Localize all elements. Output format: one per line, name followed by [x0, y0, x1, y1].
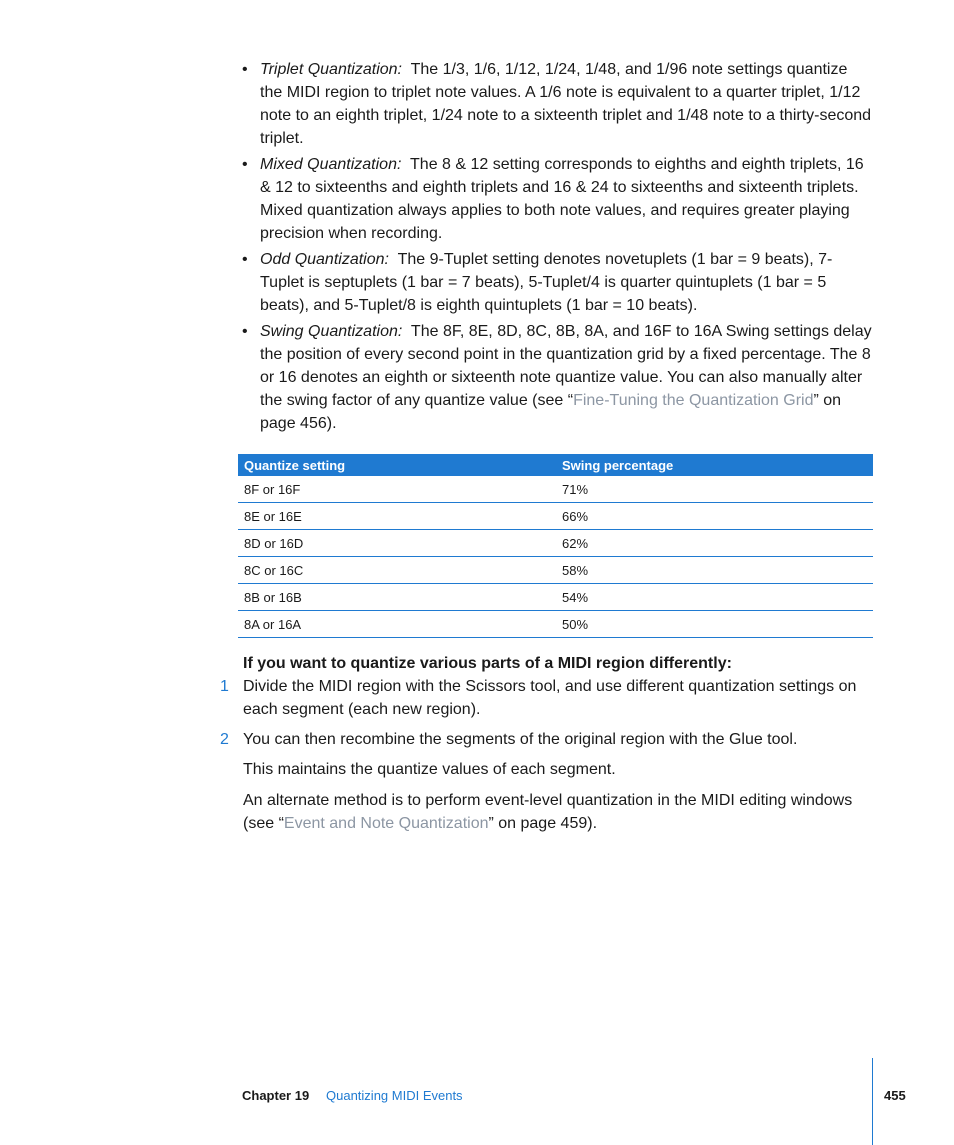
table-row: [238, 584, 873, 611]
alt-text: An alternate method is to perform event-level quantization in the MIDI editing windows (see “: [243, 792, 853, 832]
step-text: You can then recombine the segments of the original region with the Glue tool.: [243, 731, 798, 748]
bullet-text: The 9-Tuplet setting denotes novetuplets (1 bar = 9 beats), 7-Tuplet is septuplets (1 bar = 7 beats), 5-Tuplet/4 is quarter quintuplets (1 bar = 5 beats), and 5-Tuplet/8 is eighth quintuplets (1 bar = 10 beats).: [260, 251, 833, 314]
bullet-dot: •: [242, 61, 248, 78]
bullet-triplet: [242, 58, 872, 150]
table-cell: 62%: [556, 530, 873, 557]
footer-chapter-title[interactable]: Quantizing MIDI Events: [326, 1088, 463, 1103]
bullet-dot: •: [242, 156, 248, 173]
bullet-text: The 8 & 12 setting corresponds to eighths and eighth triplets, 16 & 12 to sixteenths and eighth triplets and 16 & 24 to sixteenths and sixteenth triplets. Mixed quantization always applies to both note values, and requires greater playing precision when recording.: [260, 156, 864, 242]
fine-tuning-link[interactable]: Fine-Tuning the Quantization Grid: [573, 392, 814, 409]
header-quantize-setting: Quantize setting: [238, 454, 556, 476]
bullet-text: The 1/3, 1/6, 1/12, 1/24, 1/48, and 1/96 note settings quantize the MIDI region to triplet note values. A 1/6 note is equivalent to a quarter triplet, 1/12 note to an eighth triplet, 1/24 note to a sixteenth triplet and 1/48 note to a thirty-second triplet.: [260, 61, 872, 147]
table-cell: 8E or 16E: [238, 503, 556, 530]
bullet-swing: [242, 320, 872, 435]
table-cell: 8C or 16C: [238, 557, 556, 584]
step-2: [220, 728, 872, 751]
bullet-text-after: ” on page 456).: [260, 392, 842, 432]
bullet-term: Swing Quantization:: [260, 323, 403, 340]
bullet-term: Odd Quantization:: [260, 251, 389, 268]
bullet-dot: •: [242, 251, 248, 268]
bullet-mixed: [242, 153, 872, 245]
event-note-quantization-link[interactable]: Event and Note Quantization: [283, 815, 489, 832]
step-1: [220, 675, 872, 721]
footer-divider: [872, 1058, 873, 1145]
bullet-text: The 8F, 8E, 8D, 8C, 8B, 8A, and 16F to 16A Swing settings delay the position of every second point in the quantization grid by a fixed percentage. The 8 or 16 denotes an eighth or sixteenth note quantize value. You can also manually alter the swing factor of any quantize value (see “: [260, 323, 872, 409]
table-cell: 66%: [556, 503, 873, 530]
header-swing-percentage: Swing percentage: [556, 454, 873, 476]
step-number: 1: [220, 678, 229, 695]
page-number: 455: [884, 1088, 906, 1103]
swing-table: [238, 454, 873, 638]
step-note: This maintains the quantize values of each segment.: [243, 761, 616, 778]
table-row: [238, 503, 873, 530]
bullet-list: [242, 58, 872, 438]
table-cell: 58%: [556, 557, 873, 584]
bullet-dot: •: [242, 323, 248, 340]
alt-text-after: ” on page 459).: [488, 815, 598, 832]
table-row: [238, 611, 873, 638]
table-cell: 54%: [556, 584, 873, 611]
table-cell: 8F or 16F: [238, 476, 556, 503]
steps-heading: If you want to quantize various parts of a MIDI region differently:: [243, 655, 732, 672]
step-number: 2: [220, 731, 229, 748]
table-cell: 8B or 16B: [238, 584, 556, 611]
table-cell: 71%: [556, 476, 873, 503]
table-cell: 8D or 16D: [238, 530, 556, 557]
steps-section: [220, 652, 872, 835]
table-cell: 50%: [556, 611, 873, 638]
bullet-term: Triplet Quantization:: [260, 61, 402, 78]
alternate-method-paragraph: [220, 789, 872, 835]
table-cell: 8A or 16A: [238, 611, 556, 638]
table-header-row: [238, 454, 873, 476]
table-row: [238, 557, 873, 584]
bullet-odd: [242, 248, 872, 317]
table-row: [238, 530, 873, 557]
step-text: Divide the MIDI region with the Scissors tool, and use different quantization settings on each segment (each new region).: [243, 678, 857, 718]
bullet-term: Mixed Quantization:: [260, 156, 402, 173]
table-row: [238, 476, 873, 503]
footer-chapter: Chapter 19: [242, 1088, 310, 1103]
